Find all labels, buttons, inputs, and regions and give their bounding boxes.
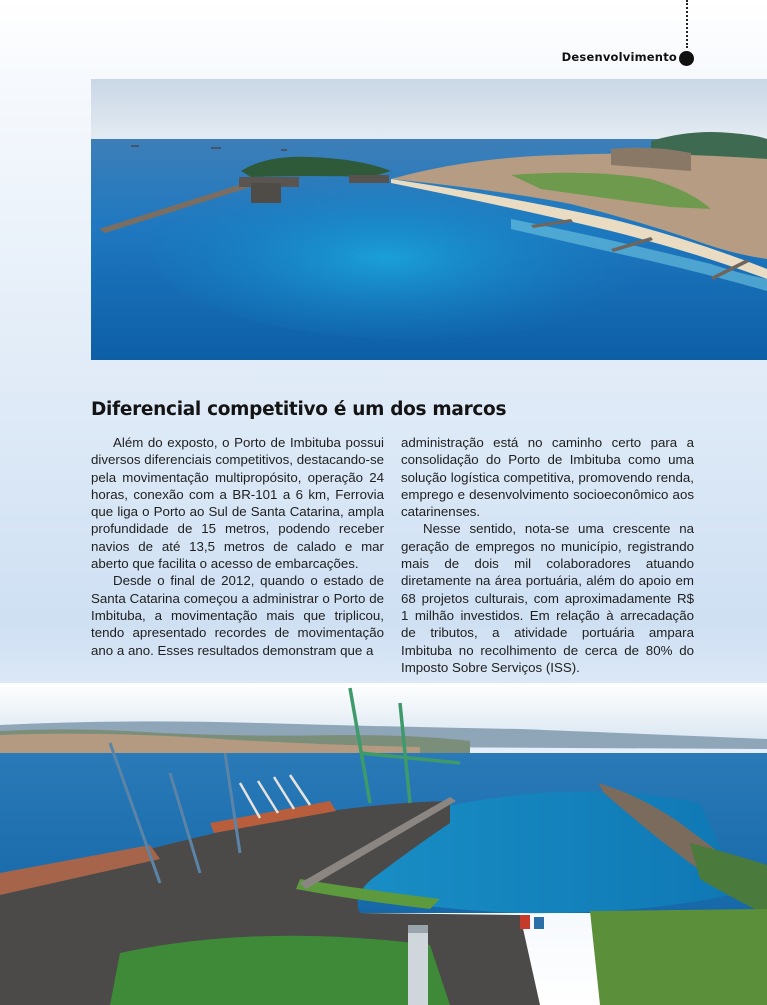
port-cranes-illustration bbox=[0, 683, 767, 1005]
article-left-column bbox=[91, 434, 384, 659]
left-paragraph-1: Além do exposto, o Porto de Imbituba possui diversos diferenciais competitivos, destacando-se pela movimentação multipropósito, operação 24 horas, conexão com a BR-101 a 6 km, Ferrovia que liga o Porto ao Sul de Santa Catarina, ampla profundidade de 15 metros, podendo receber navios de até 13,5 metros de calado e mar aberto que facilita o acesso de embarcações. bbox=[91, 435, 384, 572]
bottom-aerial-photo bbox=[0, 683, 767, 1005]
aerial-port-illustration bbox=[91, 79, 767, 360]
section-bullet-dot bbox=[679, 51, 694, 66]
article-right-column bbox=[401, 434, 694, 676]
left-paragraph-2: Desde o final de 2012, quando o estado de Santa Catarina começou a administrar o Porto de Imbituba, a movimentação mais que triplicou, tendo apresentado recordes de movimentação ano a ano. Esses resultados demonstram que a bbox=[91, 573, 384, 658]
article-heading: Diferencial competitivo é um dos marcos bbox=[91, 399, 507, 420]
header-dotted-line bbox=[686, 0, 688, 48]
right-paragraph-2: Nesse sentido, nota-se uma crescente na geração de empregos no município, registrando mais de dois mil colaboradores atuando diretamente na área portuária, além do apoio em 68 projetos culturais, com aproximadamente R$ 1 milhão investidos. Em relação à arrecadação de tributos, a atividade portuária ampara Imbituba no recolhimento de cerca de 80% do Imposto Sobre Serviços (ISS). bbox=[401, 521, 694, 675]
right-paragraph-1: administração está no caminho certo para a consolidação do Porto de Imbituba como uma solução logística competitiva, promovendo renda, emprego e desenvolvimento socioeconômico aos catarinenses. bbox=[401, 435, 694, 520]
top-aerial-photo bbox=[91, 79, 767, 360]
section-label: Desenvolvimento bbox=[561, 50, 677, 64]
